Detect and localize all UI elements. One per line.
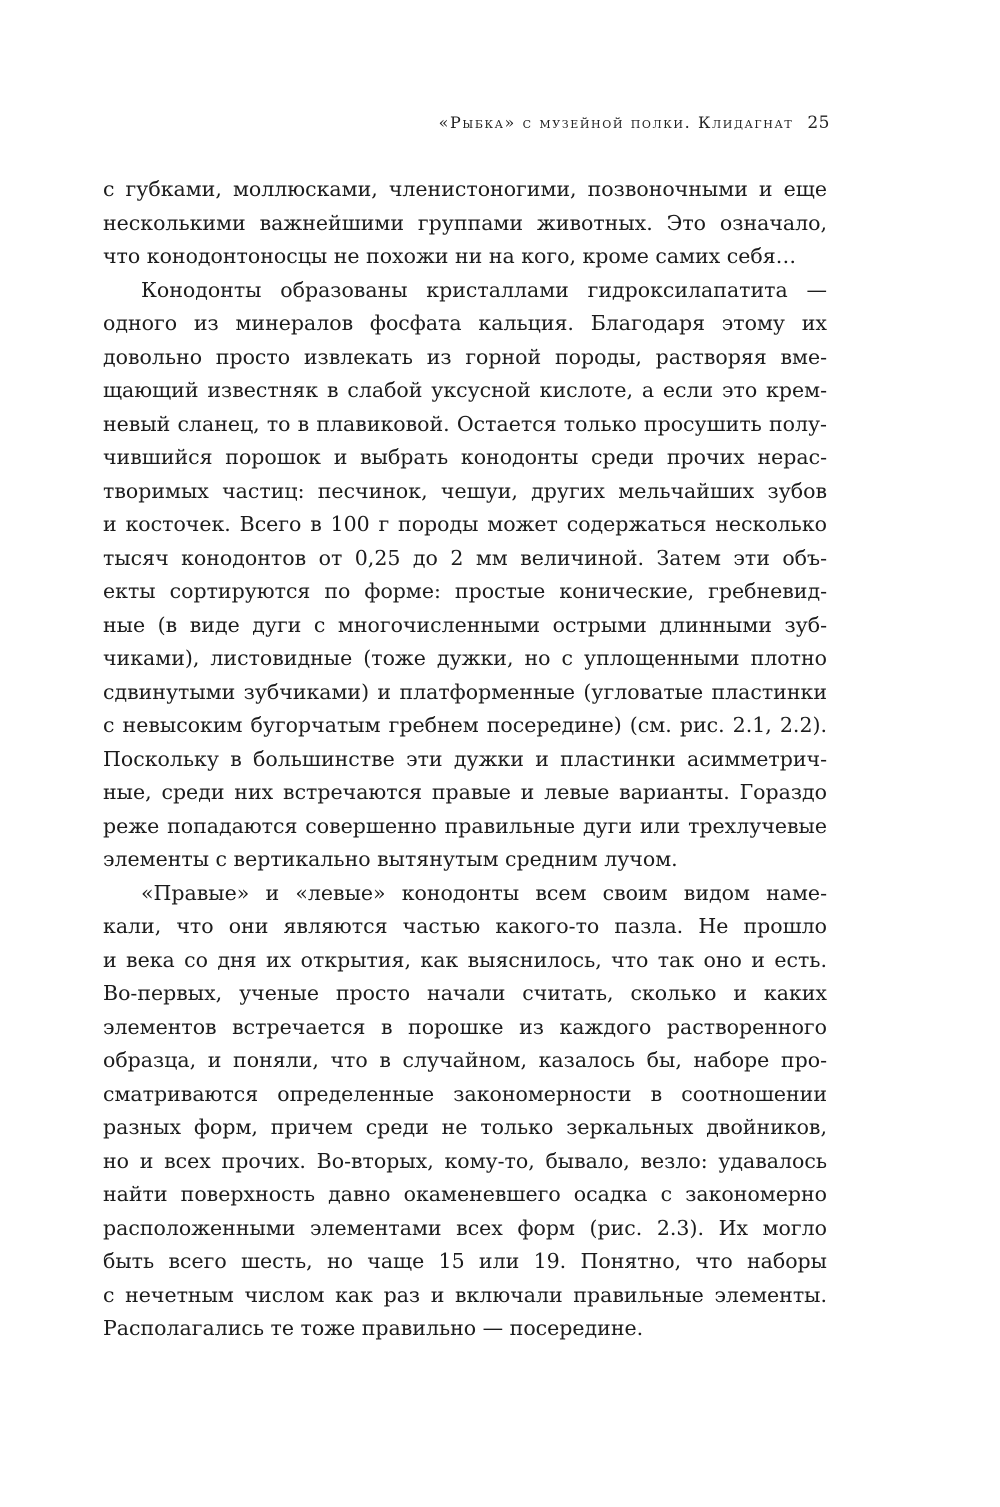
- text-line: с нечетным числом как раз и включали правильные элементы.: [103, 1282, 827, 1307]
- text-line: расположенными элементами всех форм (рис. 2.3). Их могло: [103, 1215, 827, 1240]
- text-line: тысяч конодонтов от 0,25 до 2 мм величиной. Затем эти объ-: [103, 545, 827, 570]
- text-line: одного из минералов фосфата кальция. Благодаря этому их: [103, 311, 827, 335]
- text-line: чиками), листовидные (тоже дужки, но с уплощенными плотно: [103, 646, 827, 670]
- text-line: реже попадаются совершенно правильные дуги или трехлучевые: [103, 813, 827, 838]
- text-line: творимых частиц: песчинок, чешуи, других мельчайших зубов: [103, 478, 827, 503]
- running-title: «Рыбка» с музейной полки. Клидагнат: [438, 113, 794, 132]
- text-line: элементы с вертикально вытянутым средним лучом.: [103, 847, 678, 871]
- text-line: Поскольку в большинстве эти дужки и пластинки асимметрич-: [103, 746, 827, 771]
- text-line: сдвинутыми зубчиками) и платформенные (угловатые пластинки: [103, 679, 827, 704]
- text-line: с губками, моллюсками, членистоногими, позвоночными и еще: [103, 177, 827, 201]
- text-line: Располагались те тоже правильно — посередине.: [103, 1316, 644, 1340]
- text-line: сматриваются определенные закономерности в соотношении: [103, 1081, 827, 1106]
- text-line: екты сортируются по форме: простые конические, гребневид-: [103, 579, 827, 603]
- text-line: довольно просто извлекать из горной породы, растворяя вме-: [103, 344, 827, 369]
- running-head: [100, 113, 830, 133]
- body-text: [103, 173, 827, 1346]
- text-line: и века со дня их открытия, как выяснилось, что так оно и есть.: [103, 947, 827, 972]
- page-number: 25: [807, 113, 830, 133]
- text-line: и косточек. Всего в 100 г породы может содержаться несколько: [103, 512, 827, 536]
- text-line: невый сланец, то в плавиковой. Остается только просушить полу-: [103, 411, 827, 436]
- text-line: быть всего шесть, но чаще 15 или 19. Понятно, что наборы: [103, 1249, 827, 1273]
- text-line: кали, что они являются частью какого-то пазла. Не прошло: [103, 914, 827, 938]
- text-line: «Правые» и «левые» конодонты всем своим видом наме-: [141, 880, 827, 905]
- text-line: элементов встречается в порошке из каждого растворенного: [103, 1014, 827, 1039]
- text-line: щающий известняк в слабой уксусной кислоте, а если это крем-: [103, 378, 827, 402]
- text-line: образца, и поняли, что в случайном, казалось бы, наборе про-: [103, 1048, 827, 1072]
- text-line: с невысоким бугорчатым гребнем посередине) (см. рис. 2.1, 2.2).: [103, 713, 827, 737]
- text-line: разных форм, причем среди не только зеркальных двойников,: [103, 1115, 827, 1139]
- text-line: ные (в виде дуги с многочисленными острыми длинными зуб-: [103, 612, 827, 637]
- text-line: найти поверхность давно окаменевшего осадка с закономерно: [103, 1182, 827, 1206]
- text-line: но и всех прочих. Во-вторых, кому-то, бывало, везло: удавалось: [103, 1148, 827, 1173]
- text-line: Конодонты образованы кристаллами гидроксилапатита —: [141, 277, 827, 302]
- text-line: несколькими важнейшими группами животных. Это означало,: [103, 210, 827, 235]
- text-line: чившийся порошок и выбрать конодонты среди прочих нерас-: [103, 445, 827, 469]
- text-line: что конодонтоносцы не похожи ни на кого, кроме самих себя…: [103, 244, 797, 268]
- text-line: Во-первых, ученые просто начали считать, сколько и каких: [103, 981, 827, 1005]
- text-line: ные, среди них встречаются правые и левые варианты. Гораздо: [103, 780, 827, 804]
